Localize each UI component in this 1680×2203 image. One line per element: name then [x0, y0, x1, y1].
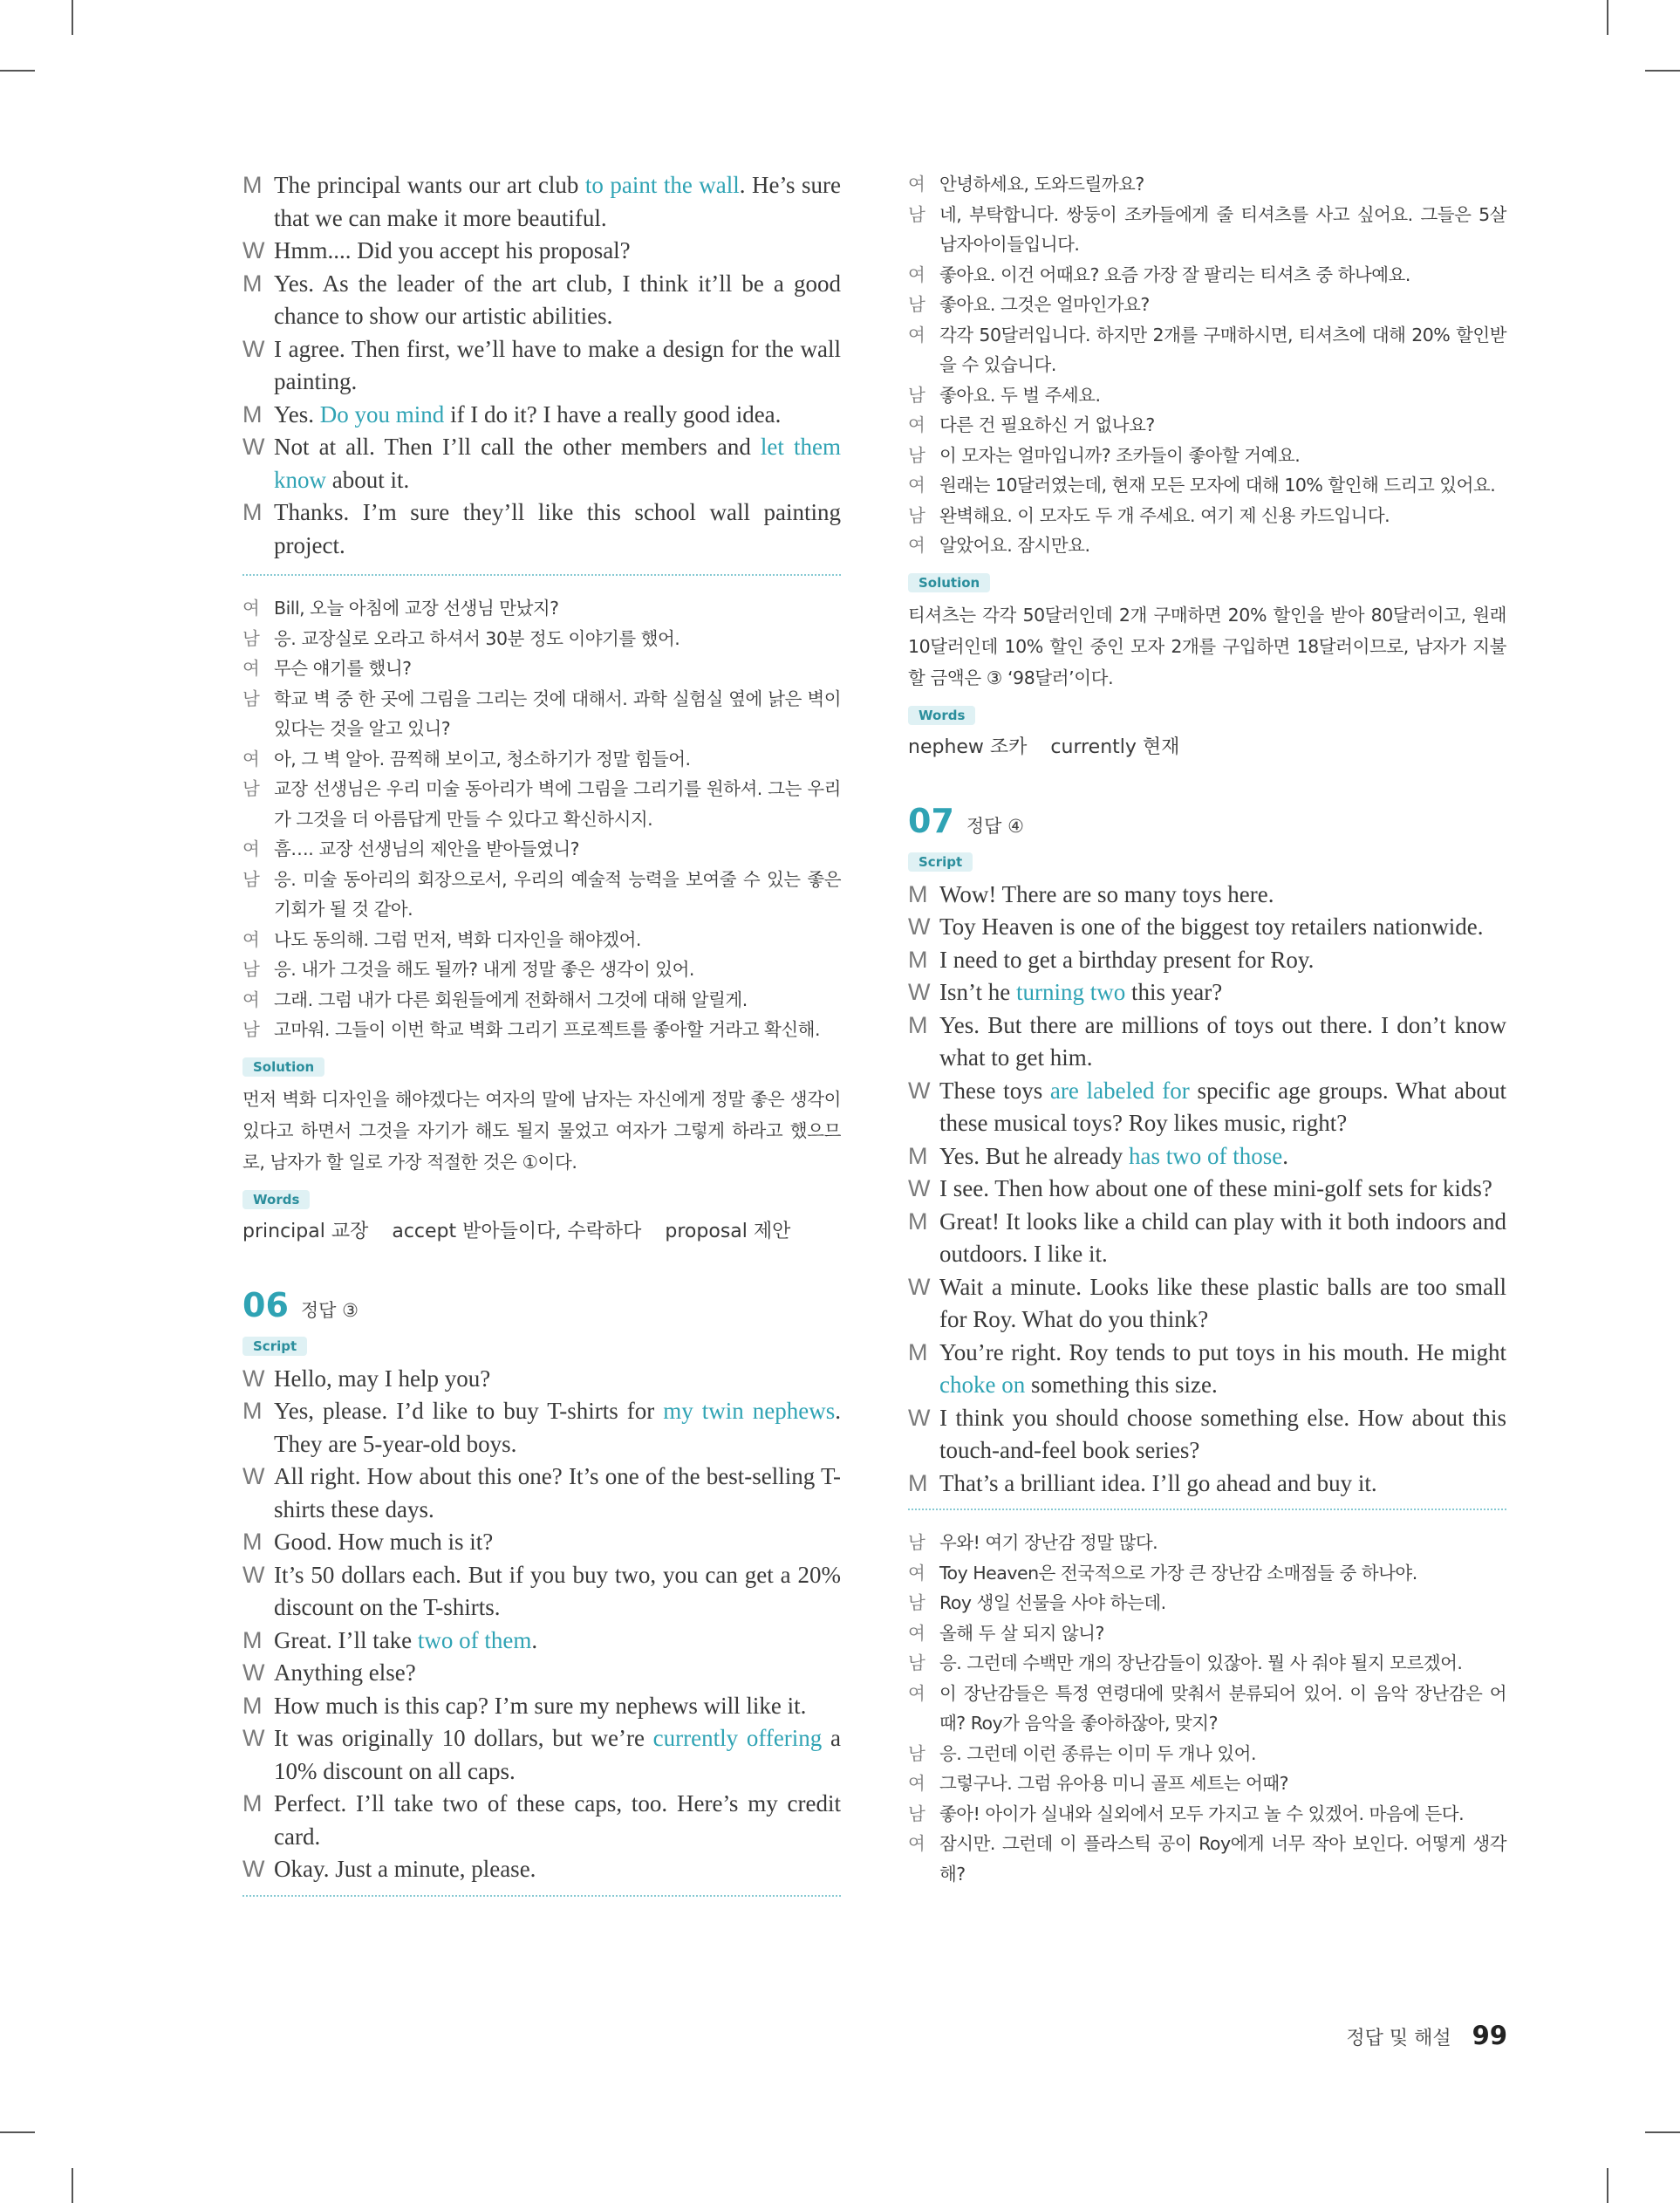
dialogue-line	[242, 1722, 841, 1788]
line-text	[274, 333, 841, 399]
translation-line	[908, 501, 1506, 531]
dialogue-line	[242, 431, 841, 496]
speaker-label: W	[242, 1365, 265, 1392]
dialogue-line	[242, 399, 841, 432]
text-run: Good. How much is it?	[274, 1529, 494, 1555]
line-text	[274, 235, 841, 268]
text-run: All right. How about this one? It’s one of the best-selling T-shirts these days.	[274, 1463, 841, 1522]
crop-mark	[1607, 0, 1608, 35]
line-text	[939, 1468, 1506, 1501]
speaker-label: 여	[242, 838, 260, 859]
translation-line	[242, 744, 841, 775]
speaker-label: W	[908, 1175, 931, 1201]
speaker-label: 여	[908, 1622, 925, 1644]
dialogue-line	[908, 879, 1506, 912]
speaker-label: 남	[242, 868, 260, 890]
dialogue-line	[908, 944, 1506, 977]
speaker-label: M	[242, 1692, 263, 1719]
translation-line	[908, 1588, 1506, 1618]
translation-line	[908, 441, 1506, 471]
line-text: Toy Heaven은 전국적으로 가장 큰 장난감 소매점들 중 하나야.	[939, 1562, 1417, 1584]
dialogue-line	[908, 1173, 1506, 1206]
dialogue-line	[242, 1363, 841, 1396]
dialogue-line	[242, 496, 841, 562]
line-text: 좋아요. 그것은 얼마인가요?	[939, 294, 1150, 315]
dotted-separator	[242, 1895, 841, 1897]
line-text	[939, 944, 1506, 977]
line-text	[939, 1009, 1506, 1075]
speaker-label: 남	[908, 1803, 925, 1824]
translation-line	[908, 290, 1506, 320]
line-text: 응. 그런데 수백만 개의 장난감들이 있잖아. 뭘 사 줘야 될지 모르겠어.	[939, 1652, 1463, 1673]
text-run: .	[1282, 1142, 1288, 1169]
dialogue-line	[908, 1402, 1506, 1468]
speaker-label: 남	[242, 1019, 260, 1040]
section-answer: 정답 ④	[966, 815, 1024, 837]
line-text	[274, 1657, 841, 1690]
line-text	[939, 1075, 1506, 1140]
speaker-label: W	[908, 913, 931, 940]
line-text	[274, 1788, 841, 1853]
highlighted-phrase: two of them	[417, 1626, 532, 1653]
text-run: I see. Then how about one of these mini-golf sets for kids?	[939, 1175, 1492, 1201]
page-number: 99	[1472, 2021, 1507, 2050]
text-run: Wait a minute. Looks like these plastic balls are too small for Roy. What do you think?	[939, 1273, 1506, 1332]
dialogue-line	[908, 1140, 1506, 1173]
speaker-label: W	[242, 1561, 265, 1588]
text-run: How much is this cap? I’m sure my nephews will like it.	[274, 1692, 807, 1719]
line-text: 응. 교장실로 오라고 하셔서 30분 정도 이야기를 했어.	[274, 627, 680, 649]
word-item: currently 현재	[1050, 735, 1180, 758]
word-item: nephew 조카	[908, 735, 1028, 758]
translation-line	[908, 1528, 1506, 1558]
speaker-label: 여	[908, 1682, 925, 1704]
speaker-label: W	[242, 1725, 265, 1751]
word-item: proposal 제안	[665, 1220, 791, 1242]
highlighted-phrase: to paint the wall	[584, 172, 740, 198]
line-text: 응. 그런데 이런 종류는 이미 두 개나 있어.	[939, 1742, 1256, 1764]
translation-line	[242, 925, 841, 955]
section-number: 07	[908, 801, 954, 840]
line-text	[274, 1690, 841, 1723]
speaker-label: M	[908, 880, 928, 907]
translation-line	[242, 684, 841, 744]
speaker-label: 여	[908, 535, 925, 556]
solution-label: Solution	[908, 573, 990, 592]
highlighted-phrase: currently offering	[652, 1725, 823, 1751]
words-label: Words	[242, 1190, 310, 1209]
speaker-label: 남	[242, 959, 260, 980]
speaker-label: 여	[908, 324, 925, 346]
translation-line	[908, 380, 1506, 411]
translation-line	[908, 410, 1506, 441]
translation-line	[908, 1618, 1506, 1649]
translation-line	[908, 320, 1506, 380]
text-run: Yes.	[274, 400, 320, 428]
translation-line	[242, 624, 841, 654]
speaker-label: W	[242, 1463, 265, 1489]
line-text: 네, 부탁합니다. 쌍둥이 조카들에게 줄 티셔츠를 사고 싶어요. 그들은 5살 남자아이들입니다.	[939, 203, 1506, 255]
text-run: if I do it? I have a really good idea.	[444, 400, 782, 428]
speaker-label: 여	[242, 928, 260, 950]
translation-line	[908, 1739, 1506, 1769]
dialogue-line	[242, 1461, 841, 1526]
line-text: 이 모자는 얼마입니까? 조카들이 좋아할 거예요.	[939, 444, 1301, 466]
speaker-label: 남	[908, 1652, 925, 1673]
speaker-label: M	[242, 1529, 263, 1555]
text-run: I think you should choose something else. How about this touch-and-feel book series?	[939, 1404, 1506, 1463]
line-text	[939, 1140, 1506, 1173]
line-text: 흠…. 교장 선생님의 제안을 받아들였니?	[274, 838, 580, 859]
script-label: Script	[242, 1337, 307, 1356]
translation-line	[242, 774, 841, 834]
text-run: this year?	[1125, 979, 1223, 1005]
line-text: 교장 선생님은 우리 미술 동아리가 벽에 그림을 그리기를 원하셔. 그는 우리가 그것을 더 아름답게 만들 수 있다고 확신하시지.	[274, 778, 841, 830]
text-run: Thanks. I’m sure they’ll like this school wall painting project.	[274, 499, 841, 558]
speaker-label: M	[908, 946, 928, 973]
text-run: Okay. Just a minute, please.	[274, 1856, 536, 1882]
speaker-label: 남	[242, 627, 260, 649]
text-run: Yes, please. I’d like to buy T-shirts for	[274, 1398, 664, 1424]
section-heading	[908, 802, 1506, 840]
translation-line	[908, 200, 1506, 260]
line-text	[274, 1625, 841, 1658]
words-list	[908, 732, 1506, 763]
translation-line	[908, 1799, 1506, 1830]
dialogue-line	[242, 268, 841, 333]
words-label: Words	[908, 706, 975, 725]
speaker-label: 남	[908, 504, 925, 526]
translation-line	[242, 985, 841, 1016]
text-run: Anything else?	[274, 1659, 416, 1686]
translation-line	[908, 1648, 1506, 1679]
highlighted-phrase: are labeled for	[1049, 1077, 1190, 1104]
crop-mark	[1645, 2131, 1680, 2133]
speaker-label: M	[908, 1208, 928, 1235]
speaker-label: W	[242, 237, 265, 263]
speaker-label: W	[908, 1273, 931, 1300]
text-run: Wow! There are so many toys here.	[939, 880, 1274, 907]
dialogue-line	[242, 1625, 841, 1658]
speaker-label: 남	[242, 688, 260, 709]
dialogue-line	[908, 1206, 1506, 1271]
speaker-label: M	[242, 1790, 263, 1816]
crop-mark	[1645, 70, 1680, 72]
speaker-label: 남	[908, 294, 925, 315]
speaker-label: W	[908, 979, 931, 1005]
dialogue-line	[242, 333, 841, 399]
speaker-label: W	[908, 1077, 931, 1104]
text-run: Hello, may I help you?	[274, 1365, 491, 1392]
speaker-label: M	[242, 172, 263, 198]
translation-line	[242, 834, 841, 865]
speaker-label: 남	[908, 1532, 925, 1553]
line-text: 우와! 여기 장난감 정말 많다.	[939, 1532, 1158, 1553]
translation-line	[242, 865, 841, 925]
text-run: Hmm.... Did you accept his proposal?	[274, 237, 631, 263]
text-run: . He’s sure that we can make it more beautiful.	[274, 172, 841, 231]
dialogue-line	[242, 1657, 841, 1690]
translation-line	[908, 530, 1506, 561]
line-text: 응. 내가 그것을 해도 될까? 내게 정말 좋은 생각이 있어.	[274, 959, 694, 980]
text-run: Great! It looks like a child can play with it both indoors and outdoors. I like it.	[939, 1208, 1506, 1267]
translation-line	[242, 593, 841, 624]
dialogue-line	[908, 911, 1506, 944]
line-text: Bill, 오늘 아침에 교장 선생님 만났지?	[274, 598, 559, 619]
dialogue-line	[908, 1468, 1506, 1501]
translation-line	[242, 653, 841, 684]
line-text	[274, 1461, 841, 1526]
line-text: 학교 벽 중 한 곳에 그림을 그리는 것에 대해서. 과학 실험실 옆에 낡은 벽이 있다는 것을 알고 있니?	[274, 688, 841, 739]
line-text: 알았어요. 잠시만요.	[939, 535, 1090, 556]
section-heading	[242, 1286, 841, 1324]
dialogue-line	[908, 1337, 1506, 1402]
speaker-label: 여	[242, 989, 260, 1010]
footer-label: 정답 및 해설	[1346, 2028, 1451, 2049]
speaker-label: 여	[908, 1773, 925, 1794]
line-text	[939, 976, 1506, 1009]
line-text	[939, 1206, 1506, 1271]
crop-mark	[72, 2168, 73, 2203]
line-text	[939, 1173, 1506, 1206]
speaker-label: W	[242, 434, 265, 460]
line-text	[274, 1363, 841, 1396]
translation-line	[908, 1558, 1506, 1589]
line-text: 원래는 10달러였는데, 현재 모든 모자에 대해 10% 할인해 드리고 있어요.	[939, 475, 1496, 496]
translation-line	[908, 260, 1506, 291]
line-text	[274, 399, 841, 432]
script-label: Script	[908, 852, 973, 872]
line-text: 이 장난감들은 특정 연령대에 맞춰서 분류되어 있어. 이 음악 장난감은 어때? Roy가 음악을 좋아하잖아, 맞지?	[939, 1682, 1506, 1734]
dialogue-ko-block	[908, 1528, 1506, 1889]
line-text	[939, 879, 1506, 912]
translation-line	[908, 1769, 1506, 1799]
speaker-label: 남	[242, 778, 260, 799]
text-run: It was originally 10 dollars, but we’re	[274, 1725, 653, 1751]
dialogue-line	[908, 1009, 1506, 1075]
dialogue-line	[242, 1526, 841, 1559]
speaker-label: W	[242, 1856, 265, 1882]
text-run: specific age groups. What about these musical toys? Roy likes music, right?	[939, 1077, 1506, 1136]
dialogue-line	[908, 1271, 1506, 1337]
line-text	[939, 1271, 1506, 1337]
text-run: I agree. Then first, we’ll have to make a design for the wall painting.	[274, 335, 841, 394]
line-text	[274, 431, 841, 496]
highlighted-phrase: let them know	[274, 434, 841, 493]
line-text	[274, 1722, 841, 1788]
line-text	[274, 268, 841, 333]
translation-line	[908, 1829, 1506, 1889]
text-run: You’re right. Roy tends to put toys in his mouth. He might	[939, 1338, 1506, 1365]
speaker-label: 여	[908, 174, 925, 195]
translation-line	[908, 470, 1506, 501]
speaker-label: M	[242, 1626, 263, 1653]
line-text	[939, 1337, 1506, 1402]
dialogue-line	[242, 1690, 841, 1723]
crop-mark	[0, 70, 35, 72]
word-item: accept 받아들이다, 수락하다	[392, 1220, 642, 1242]
line-text: 좋아요. 이건 어때요? 요즘 가장 잘 팔리는 티셔츠 중 하나예요.	[939, 263, 1410, 285]
line-text	[939, 911, 1506, 944]
line-text	[274, 1526, 841, 1559]
crop-mark	[0, 2131, 35, 2133]
solution-text: 티셔츠는 각각 50달러인데 2개 구매하면 20% 할인을 받아 80달러이고, 원래 10달러인데 10% 할인 중인 모자 2개를 구입하면 18달러이므로, 남자가 지불할 금액은 ③ ‘98달러’이다.	[908, 604, 1506, 688]
dialogue-line	[242, 1559, 841, 1625]
text-run: a 10% discount on all caps.	[274, 1725, 841, 1784]
highlighted-phrase: my twin nephews	[663, 1398, 836, 1424]
speaker-label: M	[908, 1011, 928, 1038]
line-text: 그래. 그럼 내가 다른 회원들에게 전화해서 그것에 대해 알릴게.	[274, 989, 748, 1010]
speaker-label: 남	[908, 1742, 925, 1764]
text-run: something this size.	[1025, 1372, 1218, 1398]
dotted-separator	[242, 574, 841, 576]
line-text: 무슨 얘기를 했니?	[274, 658, 412, 679]
crop-mark	[1607, 2168, 1608, 2203]
text-run: Isn’t he	[939, 979, 1016, 1005]
speaker-label: 여	[242, 658, 260, 679]
speaker-label: 남	[908, 1592, 925, 1613]
dotted-separator	[908, 1509, 1506, 1510]
dialogue-line	[242, 169, 841, 235]
dialogue-ko-block	[908, 169, 1506, 561]
text-run: about it.	[326, 466, 410, 493]
text-run: That’s a brilliant idea. I’ll go ahead and buy it.	[939, 1469, 1377, 1496]
text-run: Not at all. Then I’ll call the other members and	[274, 434, 761, 460]
dialogue-line	[242, 235, 841, 268]
speaker-label: M	[242, 499, 263, 525]
speaker-label: 여	[242, 748, 260, 770]
page-footer	[1346, 2021, 1507, 2050]
line-text: 아, 그 벽 알아. 끔찍해 보이고, 청소하기가 정말 힘들어.	[274, 748, 691, 770]
text-run: Perfect. I’ll take two of these caps, too. Here’s my credit card.	[274, 1790, 841, 1850]
line-text	[274, 496, 841, 562]
words-list	[242, 1216, 841, 1248]
line-text: 다른 건 필요하신 거 없나요?	[939, 414, 1155, 435]
speaker-label: W	[242, 335, 265, 362]
translation-line	[908, 1679, 1506, 1739]
section-number: 06	[242, 1285, 289, 1324]
line-text: 그렇구나. 그럼 유아용 미니 골프 세트는 어때?	[939, 1773, 1288, 1794]
section-answer: 정답 ③	[300, 1299, 359, 1321]
speaker-label: W	[908, 1404, 931, 1431]
dialogue-line	[908, 976, 1506, 1009]
text-run: . They are 5-year-old boys.	[274, 1398, 841, 1457]
script-en-block	[242, 1363, 841, 1886]
line-text: Roy 생일 선물을 사야 하는데.	[939, 1592, 1166, 1613]
dialogue-ko-block	[242, 593, 841, 1045]
line-text: 응. 미술 동아리의 회장으로서, 우리의 예술적 능력을 보여줄 수 있는 좋은 기회가 될 것 같아.	[274, 868, 841, 920]
text-run: .	[531, 1626, 538, 1653]
text-run: It’s 50 dollars each. But if you buy two, you can get a 20% discount on the T-shirts.	[274, 1561, 841, 1620]
speaker-label: 남	[908, 444, 925, 466]
speaker-label: 남	[908, 384, 925, 406]
text-run: I need to get a birthday present for Roy.	[939, 946, 1315, 973]
speaker-label: 여	[908, 475, 925, 496]
left-column	[242, 169, 841, 1914]
text-run: The principal wants our art club	[274, 172, 585, 198]
text-run: Great. I’ll take	[274, 1626, 418, 1653]
word-item: principal 교장	[242, 1220, 369, 1242]
text-run: Yes. But there are millions of toys out there. I don’t know what to get him.	[939, 1011, 1506, 1071]
text-run: Yes. As the leader of the art club, I think it’ll be a good chance to show our artistic abilities.	[274, 270, 841, 329]
text-run: Yes. But he already	[939, 1142, 1129, 1169]
line-text: 나도 동의해. 그럼 먼저, 벽화 디자인을 해야겠어.	[274, 928, 641, 950]
highlighted-phrase: has two of those	[1128, 1142, 1283, 1169]
line-text: 좋아! 아이가 실내와 실외에서 모두 가지고 놀 수 있겠어. 마음에 든다.	[939, 1803, 1465, 1824]
right-column	[908, 169, 1506, 1889]
translation-line	[908, 169, 1506, 200]
dialogue-line	[242, 1788, 841, 1853]
text-run: These toys	[939, 1077, 1050, 1104]
line-text: 완벽해요. 이 모자도 두 개 주세요. 여기 제 신용 카드입니다.	[939, 504, 1390, 526]
crop-mark	[72, 0, 73, 35]
dialogue-line	[242, 1853, 841, 1886]
solution-text: 먼저 벽화 디자인을 해야겠다는 여자의 말에 남자는 자신에게 정말 좋은 생각이 있다고 하면서 그것을 자기가 해도 될지 물었고 여자가 그렇게 하라고 했으므로, 남자가 할 일로 가장 적절한 것은 ①이다.	[242, 1088, 841, 1173]
speaker-label: 여	[908, 1833, 925, 1854]
dialogue-line	[242, 1395, 841, 1461]
line-text	[939, 1402, 1506, 1468]
speaker-label: M	[908, 1142, 928, 1169]
dialogue-en-block	[242, 169, 841, 562]
dialogue-line	[908, 1075, 1506, 1140]
translation-line	[242, 954, 841, 985]
line-text: 좋아요. 두 벌 주세요.	[939, 384, 1101, 406]
speaker-label: 여	[908, 263, 925, 285]
speaker-label: 여	[908, 414, 925, 435]
speaker-label: M	[908, 1338, 928, 1365]
speaker-label: 여	[908, 1562, 925, 1584]
line-text	[274, 169, 841, 235]
script-en-block	[908, 879, 1506, 1501]
line-text: 고마워. 그들이 이번 학교 벽화 그리기 프로젝트를 좋아할 거라고 확신해.	[274, 1019, 820, 1040]
highlighted-phrase: turning two	[1016, 979, 1126, 1005]
line-text	[274, 1853, 841, 1886]
line-text	[274, 1559, 841, 1625]
speaker-label: W	[242, 1659, 265, 1686]
speaker-label: 여	[242, 598, 260, 619]
line-text: 안녕하세요, 도와드릴까요?	[939, 174, 1144, 195]
text-run: Toy Heaven is one of the biggest toy retailers nationwide.	[939, 913, 1484, 940]
solution-label: Solution	[242, 1057, 324, 1077]
speaker-label: M	[242, 400, 263, 428]
speaker-label: 남	[908, 203, 925, 225]
line-text: 각각 50달러입니다. 하지만 2개를 구매하시면, 티셔츠에 대해 20% 할인받을 수 있습니다.	[939, 324, 1506, 375]
highlighted-phrase: choke on	[939, 1372, 1026, 1398]
speaker-label: M	[242, 270, 263, 297]
line-text: 올해 두 살 되지 않니?	[939, 1622, 1104, 1644]
translation-line	[242, 1015, 841, 1045]
speaker-label: M	[242, 1398, 263, 1424]
line-text	[274, 1395, 841, 1461]
speaker-label: M	[908, 1469, 928, 1496]
highlighted-phrase: Do you mind	[319, 400, 445, 428]
line-text: 잠시만. 그런데 이 플라스틱 공이 Roy에게 너무 작아 보인다. 어떻게 생각해?	[939, 1833, 1506, 1885]
